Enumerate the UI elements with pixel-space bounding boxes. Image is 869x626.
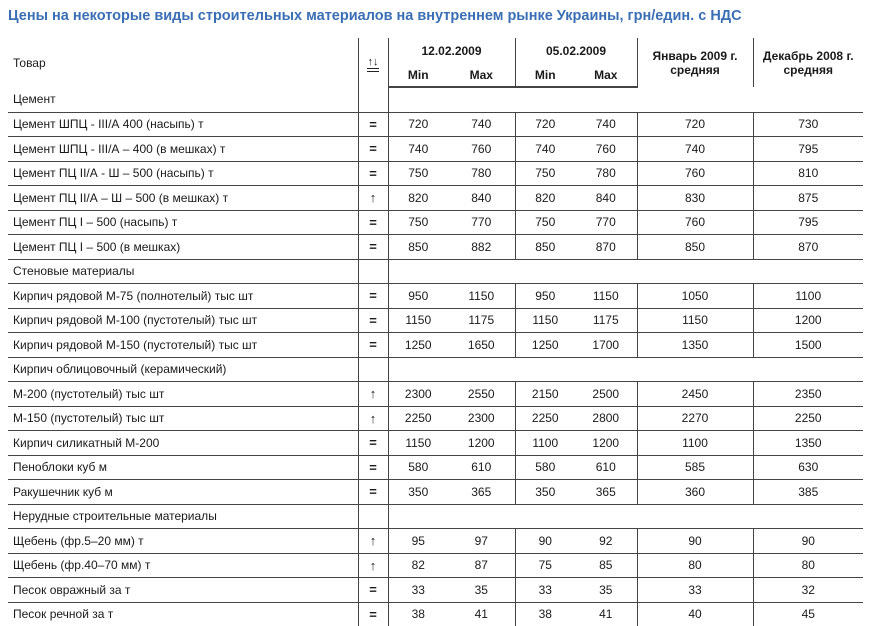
cell-date1-min: 350 (388, 480, 448, 505)
cell-date1-max: 35 (448, 578, 515, 603)
cell-date1-min: 2250 (388, 406, 448, 431)
cell-date2-min: 750 (515, 210, 575, 235)
cell-date1-max: 1650 (448, 333, 515, 358)
price-table (8, 38, 863, 626)
cell-jan-avg: 760 (637, 210, 753, 235)
cell-date2-max: 2500 (575, 382, 637, 407)
cell-jan-avg: 760 (637, 161, 753, 186)
item-name: Цемент ПЦ II/А – Ш – 500 (в мешках) т (8, 186, 358, 211)
table-row (8, 112, 863, 137)
cell-dec-avg: 2350 (753, 382, 863, 407)
cell-date1-min: 850 (388, 235, 448, 260)
table-row (8, 235, 863, 260)
category-name: Кирпич облицовочный (керамический) (8, 357, 358, 382)
trend-equal-icon: = (358, 137, 388, 162)
header-max: Max (575, 63, 637, 87)
cell-date1-max: 840 (448, 186, 515, 211)
table-row (8, 137, 863, 162)
cell-date1-min: 580 (388, 455, 448, 480)
cell-jan-avg: 33 (637, 578, 753, 603)
item-name: Ракушечник куб м (8, 480, 358, 505)
cell-date2-min: 850 (515, 235, 575, 260)
cell-dec-avg: 795 (753, 210, 863, 235)
cell-date2-min: 580 (515, 455, 575, 480)
trend-equal-icon: = (358, 210, 388, 235)
cell-date2-min: 350 (515, 480, 575, 505)
cell-date1-min: 38 (388, 602, 448, 626)
trend-equal-icon: = (358, 602, 388, 626)
cell-dec-avg: 870 (753, 235, 863, 260)
cell-dec-avg: 45 (753, 602, 863, 626)
cell-date1-max: 2550 (448, 382, 515, 407)
item-name: Цемент ШПЦ - III/А 400 (насыпь) т (8, 112, 358, 137)
table-row (8, 529, 863, 554)
trend-equal-icon: = (358, 112, 388, 137)
cell-jan-avg: 830 (637, 186, 753, 211)
cell-date2-max: 870 (575, 235, 637, 260)
cell-date1-min: 750 (388, 210, 448, 235)
cell-date2-max: 840 (575, 186, 637, 211)
category-name: Нерудные строительные материалы (8, 504, 358, 529)
table-row (8, 161, 863, 186)
cell-dec-avg: 1500 (753, 333, 863, 358)
trend-equal-icon: = (358, 578, 388, 603)
cell-date1-max: 1175 (448, 308, 515, 333)
cell-date2-max: 365 (575, 480, 637, 505)
cell-date1-min: 82 (388, 553, 448, 578)
cell-dec-avg: 875 (753, 186, 863, 211)
cell-date2-min: 1100 (515, 431, 575, 456)
cell-date1-max: 2300 (448, 406, 515, 431)
item-name: Кирпич рядовой М-75 (полнотелый) тыс шт (8, 284, 358, 309)
header-goods: Товар (8, 38, 358, 87)
item-name: М-200 (пустотелый) тыс шт (8, 382, 358, 407)
cell-jan-avg: 40 (637, 602, 753, 626)
cell-dec-avg: 1350 (753, 431, 863, 456)
cell-jan-avg: 80 (637, 553, 753, 578)
cell-date2-min: 38 (515, 602, 575, 626)
cell-date2-max: 780 (575, 161, 637, 186)
table-row (8, 284, 863, 309)
header-min: Min (388, 63, 448, 87)
category-name: Стеновые материалы (8, 259, 358, 284)
trend-up-icon: ↑ (358, 529, 388, 554)
item-name: Кирпич силикатный М-200 (8, 431, 358, 456)
header-max: Max (448, 63, 515, 87)
item-name: Цемент ПЦ II/А - Ш – 500 (насыпь) т (8, 161, 358, 186)
cell-date1-min: 2300 (388, 382, 448, 407)
item-name: Кирпич рядовой М-100 (пустотелый) тыс шт (8, 308, 358, 333)
cell-date1-min: 720 (388, 112, 448, 137)
cell-date2-max: 41 (599, 607, 613, 622)
trend-equal-icon: = (358, 161, 388, 186)
category-row (8, 357, 863, 382)
trend-up-icon: ↑ (358, 553, 388, 578)
table-row (8, 308, 863, 333)
cell-date2-min: 1250 (515, 333, 575, 358)
cell-jan-avg: 90 (637, 529, 753, 554)
cell-jan-avg: 1100 (637, 431, 753, 456)
item-name: Кирпич рядовой М-150 (пустотелый) тыс шт (8, 333, 358, 358)
cell-date1-min: 1250 (388, 333, 448, 358)
item-name: Цемент ПЦ I – 500 (насыпь) т (8, 210, 358, 235)
table-row (8, 578, 863, 603)
cell-date2-max: 760 (575, 137, 637, 162)
cell-date2-min: 820 (515, 186, 575, 211)
cell-date2-min: 720 (515, 112, 575, 137)
header-date-2: 05.02.2009 (515, 38, 637, 63)
cell-date2-min: 90 (515, 529, 575, 554)
category-name: Цемент (8, 87, 358, 112)
item-name: Песок речной за т (8, 602, 358, 626)
item-name: Щебень (фр.5–20 мм) т (8, 529, 358, 554)
cell-date2-max: 92 (575, 529, 637, 554)
cell-dec-avg: 1100 (753, 284, 863, 309)
cell-jan-avg: 1050 (637, 284, 753, 309)
cell-date1-max: 1150 (448, 284, 515, 309)
cell-jan-avg: 585 (637, 455, 753, 480)
cell-dec-avg: 32 (753, 578, 863, 603)
category-row (8, 87, 863, 112)
table-row (8, 382, 863, 407)
cell-jan-avg: 720 (637, 112, 753, 137)
trend-up-icon: ↑ (358, 186, 388, 211)
sort-arrows-icon: ↑↓ (367, 58, 379, 72)
cell-date1-max: 87 (448, 553, 515, 578)
cell-jan-avg: 740 (637, 137, 753, 162)
cell-date2-max: 2800 (575, 406, 637, 431)
cell-date2-max: 1700 (575, 333, 637, 358)
cell-date1-min: 820 (388, 186, 448, 211)
header-min: Min (515, 63, 575, 87)
trend-up-icon: ↑ (358, 406, 388, 431)
cell-date1-min: 33 (388, 578, 448, 603)
cell-date2-max: 740 (575, 112, 637, 137)
cell-date2-max: 770 (575, 210, 637, 235)
cell-dec-avg: 80 (753, 553, 863, 578)
item-name: М-150 (пустотелый) тыс шт (8, 406, 358, 431)
cell-jan-avg: 1350 (637, 333, 753, 358)
item-name: Щебень (фр.40–70 мм) т (8, 553, 358, 578)
cell-date2-min: 740 (515, 137, 575, 162)
cell-date1-max: 780 (448, 161, 515, 186)
cell-date1-min: 1150 (388, 431, 448, 456)
table-row (8, 333, 863, 358)
cell-date2-max: 1200 (575, 431, 637, 456)
cell-jan-avg: 360 (637, 480, 753, 505)
trend-equal-icon: = (358, 455, 388, 480)
table-row (8, 455, 863, 480)
header-date-1: 12.02.2009 (388, 38, 515, 63)
cell-date2-min: 2250 (515, 406, 575, 431)
cell-date2-max: 85 (575, 553, 637, 578)
cell-date2-min: 2150 (515, 382, 575, 407)
table-row (8, 210, 863, 235)
cell-date1-min: 750 (388, 161, 448, 186)
table-row (8, 431, 863, 456)
item-name: Цемент ПЦ I – 500 (в мешках) (8, 235, 358, 260)
cell-date1-max: 41 (474, 607, 488, 622)
cell-date2-min: 950 (515, 284, 575, 309)
table-row (8, 186, 863, 211)
cell-date2-min: 1150 (515, 308, 575, 333)
cell-date2-min: 75 (515, 553, 575, 578)
cell-dec-avg: 795 (753, 137, 863, 162)
trend-equal-icon: = (358, 284, 388, 309)
cell-dec-avg: 1200 (753, 308, 863, 333)
trend-up-icon: ↑ (358, 382, 388, 407)
cell-date1-max: 610 (448, 455, 515, 480)
cell-date1-max: 97 (448, 529, 515, 554)
item-name: Цемент ШПЦ - III/А – 400 (в мешках) т (8, 137, 358, 162)
cell-date1-min: 740 (388, 137, 448, 162)
cell-dec-avg: 630 (753, 455, 863, 480)
table-row (8, 553, 863, 578)
cell-date2-min: 33 (515, 578, 575, 603)
cell-date2-max: 610 (575, 455, 637, 480)
trend-equal-icon: = (358, 235, 388, 260)
cell-jan-avg: 1150 (637, 308, 753, 333)
trend-equal-icon: = (358, 308, 388, 333)
header-jan-avg: Январь 2009 г. средняя (637, 38, 753, 87)
table-row (8, 406, 863, 431)
item-name: Пеноблоки куб м (8, 455, 358, 480)
cell-dec-avg: 2250 (753, 406, 863, 431)
cell-date2-max: 35 (575, 578, 637, 603)
category-row (8, 259, 863, 284)
cell-dec-avg: 385 (753, 480, 863, 505)
cell-date1-max: 882 (448, 235, 515, 260)
table-row (8, 480, 863, 505)
table-body (8, 87, 863, 626)
cell-date2-min: 750 (515, 161, 575, 186)
cell-date1-min: 95 (388, 529, 448, 554)
header-dec-avg: Декабрь 2008 г. средняя (753, 38, 863, 87)
trend-equal-icon: = (358, 480, 388, 505)
item-name: Песок овражный за т (8, 578, 358, 603)
cell-jan-avg: 850 (637, 235, 753, 260)
cell-date1-min: 950 (388, 284, 448, 309)
cell-date1-min: 1150 (388, 308, 448, 333)
cell-date1-max: 760 (448, 137, 515, 162)
category-row (8, 504, 863, 529)
trend-header-icon (358, 38, 388, 87)
cell-date1-max: 1200 (448, 431, 515, 456)
page-title: Цены на некоторые виды строительных материалов на внутреннем рынке Украины, грн/един. с НДС (8, 8, 742, 24)
cell-dec-avg: 90 (753, 529, 863, 554)
cell-date1-max: 740 (448, 112, 515, 137)
cell-dec-avg: 810 (753, 161, 863, 186)
trend-equal-icon: = (358, 431, 388, 456)
cell-jan-avg: 2270 (637, 406, 753, 431)
cell-jan-avg: 2450 (637, 382, 753, 407)
cell-dec-avg: 730 (753, 112, 863, 137)
table-row (8, 602, 863, 626)
cell-date2-max: 1175 (575, 308, 637, 333)
cell-date2-max: 1150 (575, 284, 637, 309)
cell-date1-max: 365 (448, 480, 515, 505)
trend-equal-icon: = (358, 333, 388, 358)
cell-date1-max: 770 (448, 210, 515, 235)
